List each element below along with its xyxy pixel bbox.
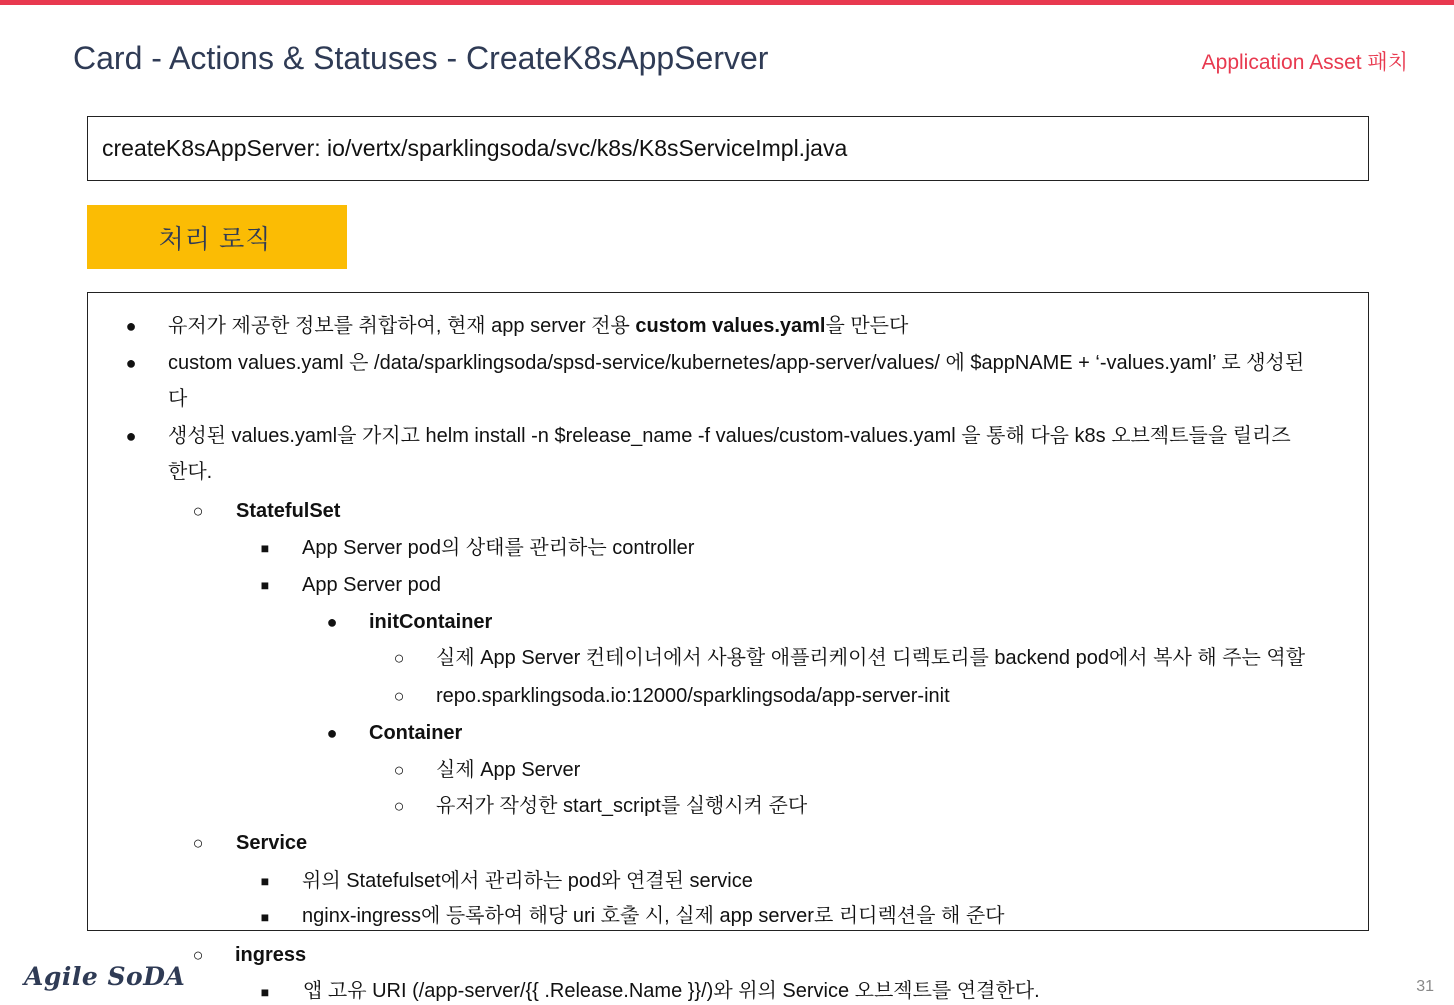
list-item-helm-line1: 생성된 values.yaml을 가지고 helm install -n $release_name -f values/custom-values.yaml 을 통해 다음 k8s 오브젝트들을 릴리즈: [168, 425, 1291, 447]
bullet-circle-init2: ○: [393, 686, 405, 706]
list-item-values-path-line1: custom values.yaml 은 /data/sparklingsoda/spsd-service/kubernetes/app-server/values/ 에 $appNAME + ‘-values.yaml’ 로 생성된: [168, 352, 1305, 374]
bullet-square-svc1: ■: [260, 873, 270, 889]
list-item-cont-appserver: 실제 App Server: [436, 759, 581, 781]
bullet-square-ing1: ■: [260, 984, 270, 1000]
bullet-circle-service: ○: [192, 833, 204, 853]
page-number: 31: [1416, 978, 1434, 995]
section-tag: Application Asset 패치: [1201, 51, 1408, 74]
bullet-square-svc2: ■: [260, 909, 270, 925]
source-path-text: createK8sAppServer: io/vertx/sparklingsoda/svc/k8s/K8sServiceImpl.java: [102, 135, 848, 161]
list-item-svc-redirect: nginx-ingress에 등록하여 해당 uri 호출 시, 실제 app server로 리디렉션을 해 준다: [302, 905, 1005, 927]
bullet-disc-2: ●: [125, 353, 137, 373]
list-item-helm-line2: 한다.: [168, 461, 213, 483]
top-accent-bar: [0, 0, 1454, 5]
list-item-values-yaml: [168, 314, 908, 338]
source-path-box: [87, 116, 1369, 181]
list-item-init-copy: 실제 App Server 컨테이너에서 사용할 애플리케이션 디렉토리를 backend pod에서 복사 해 주는 역할: [436, 647, 1306, 669]
list-item-container: Container: [369, 722, 463, 744]
list-item-ss-pod: App Server pod: [302, 574, 441, 596]
list-item-cont-startscript: 유저가 작성한 start_script를 실행시켜 준다: [436, 795, 808, 817]
list-item-service: Service: [236, 832, 308, 854]
bullet-circle-ingress: ○: [192, 945, 204, 965]
agile-soda-logo: Agile SoDA: [24, 962, 186, 991]
bullet-circle-cont2: ○: [393, 796, 405, 816]
list-item-values-path-line2: 다: [168, 388, 188, 410]
bullet-disc-1: ●: [125, 316, 137, 336]
bullet-circle-cont1: ○: [393, 760, 405, 780]
list-item-svc-link: 위의 Statefulset에서 관리하는 pod와 연결된 service: [302, 870, 753, 892]
logic-label-text: 처리 로직: [158, 223, 272, 254]
bullet-square-ss2: ■: [260, 577, 270, 593]
bullet-disc-container: ●: [326, 723, 338, 743]
item-text-pre: 유저가 제공한 정보를 취합하여, 현재 app server 전용: [168, 315, 636, 337]
bullet-square-ss1: ■: [260, 540, 270, 556]
bullet-disc-3: ●: [125, 426, 137, 446]
list-item-ingress: ingress: [235, 944, 307, 966]
bullet-circle-statefulset: ○: [192, 501, 204, 521]
logic-label-box: [87, 205, 347, 269]
list-item-initcontainer: initContainer: [369, 611, 493, 633]
item-text-post: 을 만든다: [825, 315, 909, 337]
bullet-disc-init: ●: [326, 612, 338, 632]
slide-title: Card - Actions & Statuses - CreateK8sAppServer: [73, 40, 769, 76]
list-item-ss-controller: App Server pod의 상태를 관리하는 controller: [302, 537, 695, 559]
list-item-init-image: repo.sparklingsoda.io:12000/sparklingsoda/app-server-init: [436, 685, 950, 707]
item-text-bold: custom values.yaml: [635, 315, 826, 337]
list-item-statefulset: StatefulSet: [236, 500, 341, 522]
list-item-ing-uri: 앱 고유 URI (/app-server/{{ .Release.Name }}/)와 위의 Service 오브젝트를 연결한다.: [303, 980, 1040, 1002]
bullet-circle-init1: ○: [393, 648, 405, 668]
